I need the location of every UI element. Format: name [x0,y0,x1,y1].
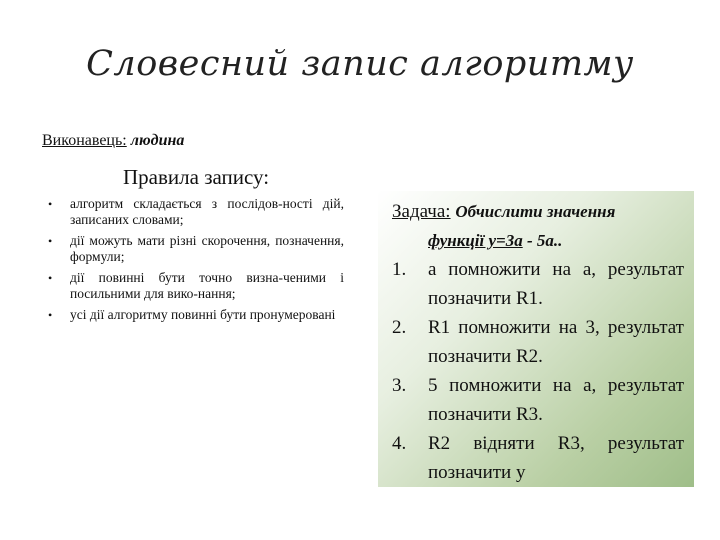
rules-title: Правила запису: [123,165,270,189]
step-item [392,255,684,313]
step-number: 3. [392,375,407,396]
step-text: R1 помножити на 3, результат позначити R2. [428,317,684,367]
step-number: 1. [392,259,407,280]
task-text-line2 [392,226,684,255]
step-number: 4. [392,433,407,454]
slide-title: Словесний запис алгоритму [86,44,634,84]
step-item [392,429,684,487]
executor-value: людина [130,132,185,149]
task-heading [392,197,684,226]
step-item [392,313,684,371]
rule-item: • алгоритм складається з послідов-ності дій, записаних словами; [48,196,344,228]
step-text: 5 помножити на а, результат позначити R3. [428,375,684,425]
task-box [378,191,694,487]
executor-label: Виконавець: [42,132,127,149]
step-text: а помножити на а, результат позначити R1. [428,259,684,309]
task-function-tail: - 5a.. [522,231,563,250]
rule-item: • дії можуть мати різні скорочення, позначення, формули; [48,233,344,265]
task-text-line1: Обчислити значення [455,202,616,221]
executor-line [42,132,184,150]
rule-item: • дії повинні бути точно визна-ченими і посильними для вико-нання; [48,270,344,302]
task-function: функції y=3a [428,231,523,250]
rule-item: • усі дії алгоритму повинні бути пронумеровані [48,307,344,323]
rules-list [48,196,344,328]
step-text: R2 відняти R3, результат позначити у [428,433,684,483]
steps-list [392,255,684,487]
step-number: 2. [392,317,407,338]
step-item [392,371,684,429]
task-label: Задача: [392,201,451,222]
